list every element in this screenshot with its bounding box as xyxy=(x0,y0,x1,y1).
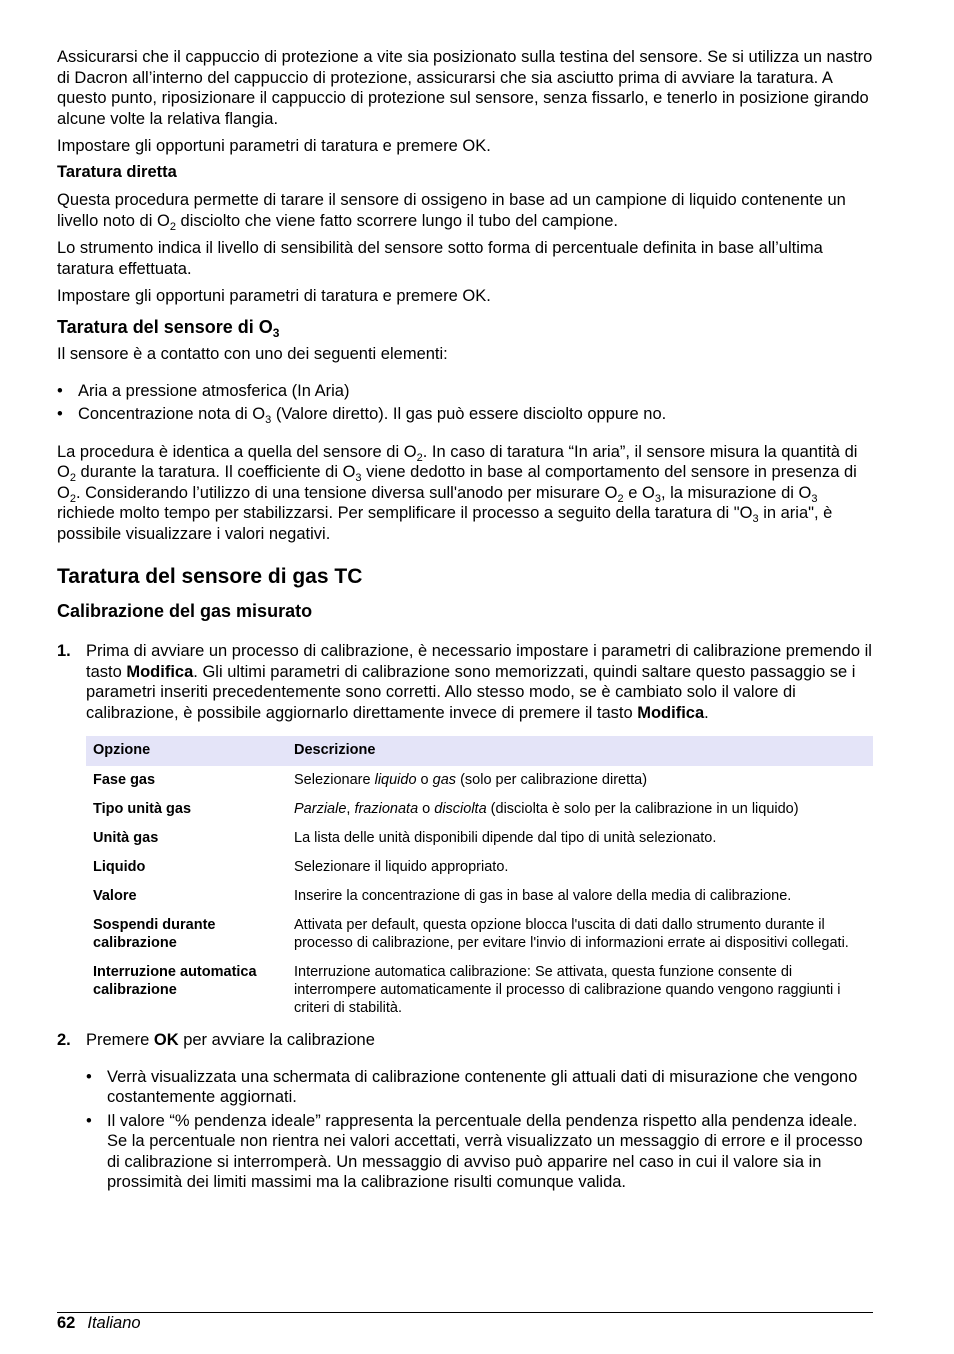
table-row xyxy=(86,853,873,882)
option-cell: Liquido xyxy=(93,859,146,875)
options-table xyxy=(86,736,873,1023)
o3-heading: Taratura del sensore di $O_3$ xyxy=(57,317,280,340)
option-cell: Fase gas xyxy=(93,772,156,788)
description-cell: Selezionare il liquido appropriato. xyxy=(294,859,509,875)
tc-heading: Taratura del sensore di gas TC xyxy=(57,565,363,588)
o3-section xyxy=(57,316,873,544)
intro-instruction: Impostare gli opportuni parametri di taratura e premere OK. xyxy=(57,137,491,155)
table-row xyxy=(86,795,873,824)
description-cell: Parziale, frazionata o disciolta (disciolta è solo per la calibrazione in un liquido) xyxy=(294,801,799,817)
bullet-icon: • xyxy=(86,1111,92,1130)
o3-intro: Il sensore è a contatto con uno dei seguenti elementi: xyxy=(57,345,448,363)
page-number: 62 xyxy=(57,1314,76,1332)
list-item: • Aria a pressione atmosferica (In Aria) xyxy=(57,381,350,400)
direct-paragraph-1: Questa procedura permette di tarare il sensore di ossigeno in base ad un campione di liquido contenente un livello noto di $O_2$ disciolto che viene fatto scorrere lungo il tubo del campione. xyxy=(57,191,846,233)
table-header-row xyxy=(86,736,873,766)
bullet-icon: • xyxy=(86,1067,92,1086)
column-header-description: Descrizione xyxy=(287,736,873,766)
table-row xyxy=(86,958,873,1023)
o3-bullet-list xyxy=(57,381,873,425)
list-item: • Concentrazione nota di $O_3$ (Valore diretto). Il gas può essere disciolto oppure no. xyxy=(57,405,667,426)
footer-language: Italiano xyxy=(87,1314,141,1332)
description-cell: Inserire la concentrazione di gas in base al valore della media di calibrazione. xyxy=(294,888,792,904)
table-row xyxy=(86,824,873,853)
direct-paragraph-3: Impostare gli opportuni parametri di taratura e premere OK. xyxy=(57,287,491,305)
direct-calibration-section xyxy=(57,162,873,307)
option-cell: Interruzione automatica calibrazione xyxy=(93,964,257,998)
bullet-icon: • xyxy=(57,405,63,423)
option-cell: Tipo unità gas xyxy=(93,801,192,817)
page-footer xyxy=(57,1312,873,1333)
step-2: 2. Premere OK per avviare la calibrazione xyxy=(57,1031,375,1049)
intro-paragraph: Assicurarsi che il cappuccio di protezione a vite sia posizionato sulla testina del sensore. Se si utilizza un nastro di Dacron all’interno del cappuccio di protezione, assicurarsi che sia asciutto prima di avviare la taratura. A questo punto, riposizionare il cappuccio di protezione sul sensore, senza fissarlo, e tenerlo in posizione girando alcune volte la relativa flangia. xyxy=(57,48,873,128)
description-cell: La lista delle unità disponibili dipende dal tipo di unità selezionato. xyxy=(294,830,717,846)
option-cell: Unità gas xyxy=(93,830,159,846)
o3-paragraph: La procedura è identica a quella del sensore di $O_2$. In caso di taratura “In aria”, il sensore misura la quantità di $O_2$ durante la taratura. Il coefficiente di $O_3$ viene dedotto in base al comportamento del sensore in presenza di $O_2$. Considerando l’utilizzo di una tensione diversa sull'anodo per misurare $O_2$ e $O_3$, la misurazione di $O_3$ richiede molto tempo per stabilizzarsi. Per semplificare il processo a seguito della taratura di "$O_3$ in aria", è possibile visualizzare i valori negativi. xyxy=(57,442,858,543)
intro-section xyxy=(57,47,873,157)
tc-subheading: Calibrazione del gas misurato xyxy=(57,601,313,621)
table-row xyxy=(86,911,873,958)
step-1: 1. Prima di avviare un processo di calibrazione, è necessario impostare i parametri di calibrazione premendo il tasto Modifica. Gli ultimi parametri di calibrazione sono memorizzati, quindi saltare questo passaggio se i parametri inseriti precedentemente sono corretti. Allo stesso modo, se è cambiato solo il valore di calibrazione, è possibile aggiornarlo direttamente invece di premere il tasto Modifica. xyxy=(57,642,872,722)
description-cell: Interruzione automatica calibrazione: Se attivata, questa funzione consente di interrompere automaticamente il processo di calibrazione quando vengono raggiunti i criteri di stabilità. xyxy=(294,964,841,1016)
option-cell: Sospendi durante calibrazione xyxy=(93,917,216,951)
list-item: • Verrà visualizzata una schermata di calibrazione contenente gli attuali dati di misurazione che vengono costantemente aggiornati. xyxy=(86,1067,858,1106)
tc-section xyxy=(57,564,873,1193)
table-row xyxy=(86,882,873,911)
step-number: 2. xyxy=(57,1031,71,1049)
bullet-icon: • xyxy=(57,381,63,400)
list-item: • Il valore “% pendenza ideale” rappresenta la percentuale della pendenza rispetto alla pendenza ideale. Se la percentuale non rientra nei valori accettati, verrà visualizzato un messaggio di errore e il processo di calibrazione si interromperà. Un messaggio di avviso può apparire nel caso in cui il valore sia in prossimità dei limiti massimi ma la calibrazione risulti comunque valida. xyxy=(86,1111,863,1191)
description-cell: Selezionare liquido o gas (solo per calibrazione diretta) xyxy=(294,772,648,788)
description-cell: Attivata per default, questa opzione blocca l'uscita di dati dallo strumento durante il processo di calibrazione, per evitare l'invio di informazioni errate ai dispositivi collegati. xyxy=(294,917,849,951)
direct-paragraph-2: Lo strumento indica il livello di sensibilità del sensore sotto forma di percentuale definita in base all’ultima taratura effettuata. xyxy=(57,239,823,278)
option-cell: Valore xyxy=(93,888,137,904)
column-header-option: Opzione xyxy=(86,736,287,766)
table-row xyxy=(86,766,873,795)
step-2-bullet-list xyxy=(57,1067,873,1193)
step-number: 1. xyxy=(57,642,71,660)
direct-heading: Taratura diretta xyxy=(57,163,177,181)
